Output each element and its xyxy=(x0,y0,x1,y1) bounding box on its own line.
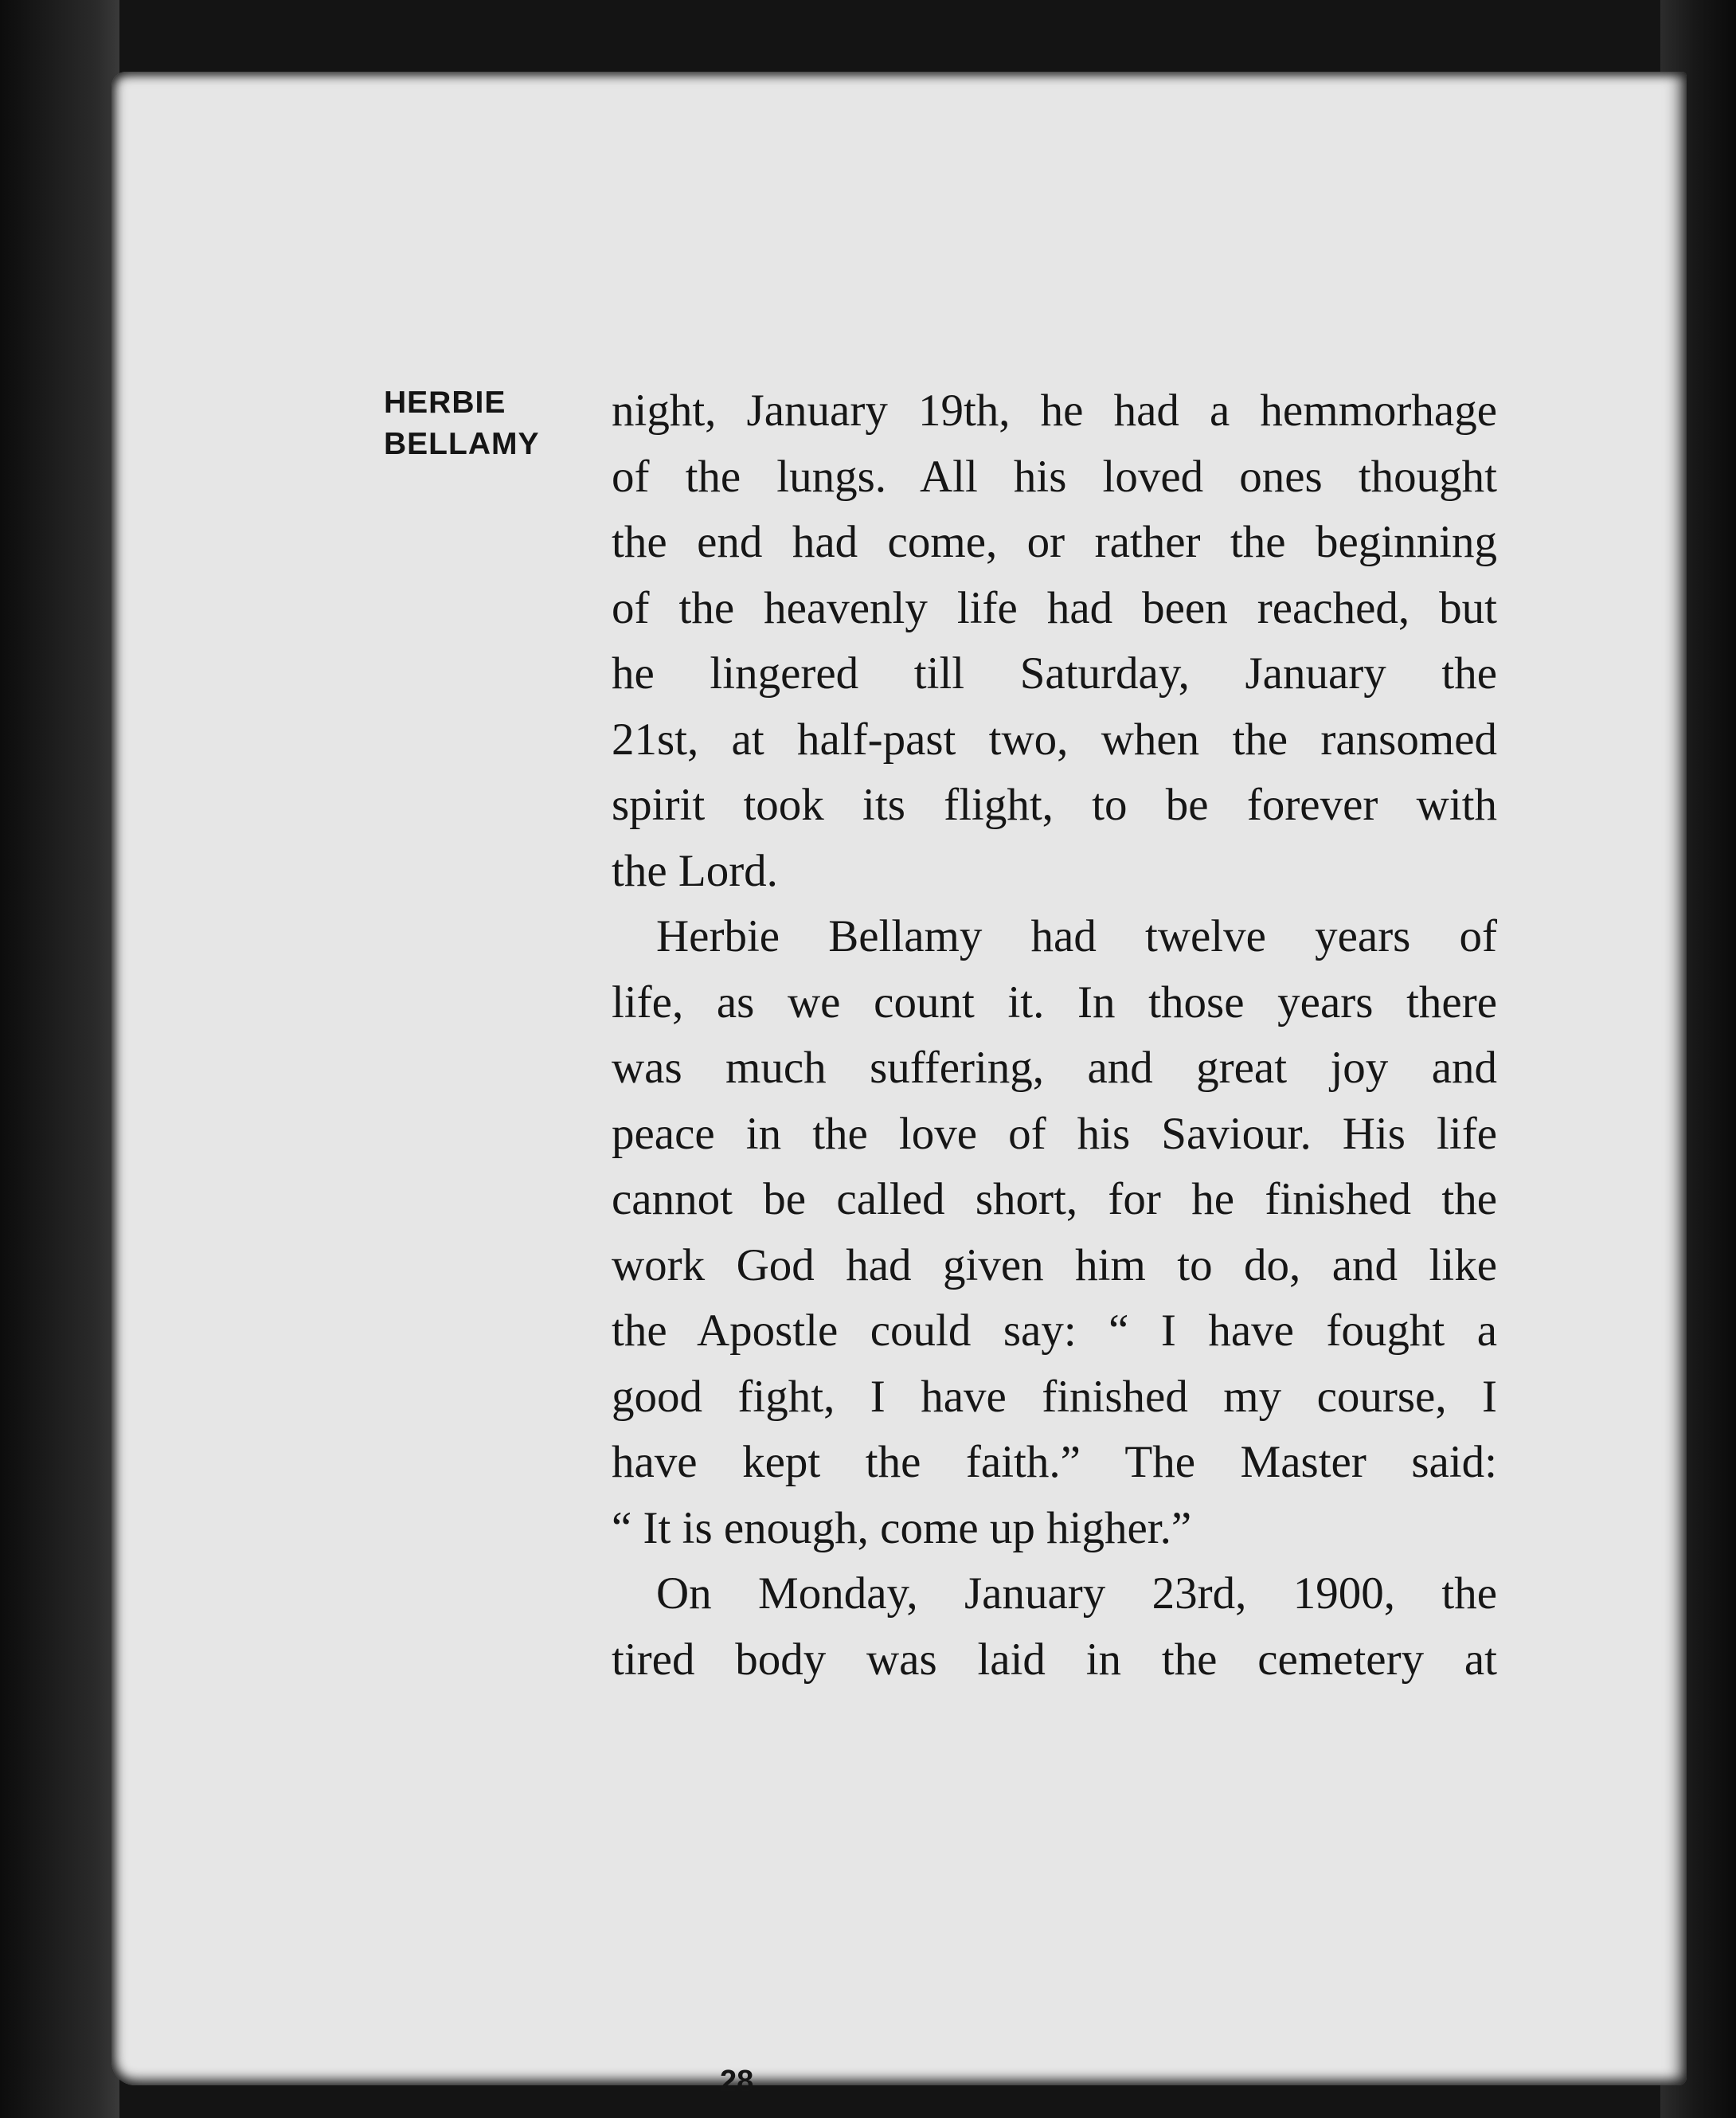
text-line: he lingered till Saturday, January the xyxy=(612,648,1497,699)
text-line: the Apostle could say: “ I have fought a xyxy=(612,1306,1497,1356)
text-line: the end had come, or rather the beginning xyxy=(612,517,1497,567)
text-line: night, January 19th, he had a hemmorhage xyxy=(612,386,1497,436)
text-line: cannot be called short, for he finished the xyxy=(612,1174,1497,1224)
text-line: life, as we count it. In those years there xyxy=(612,977,1497,1028)
margin-heading-line-2: BELLAMY xyxy=(384,427,540,461)
margin-heading-line-1: HERBIE xyxy=(384,386,506,420)
text-line: work God had given him to do, and like xyxy=(612,1239,1497,1290)
body-text xyxy=(612,378,1497,1693)
text-line: of the heavenly life had been reached, but xyxy=(612,582,1497,633)
text-line: On Monday, January 23rd, 1900, the xyxy=(656,1568,1497,1619)
text-line: Herbie Bellamy had twelve years of xyxy=(656,911,1497,961)
text-line: was much suffering, and great joy and xyxy=(612,1043,1497,1093)
text-line: spirit took its flight, to be forever with xyxy=(612,780,1497,830)
text-line: peace in the love of his Saviour. His life xyxy=(612,1108,1497,1159)
text-line: “ It is enough, come up higher.” xyxy=(612,1502,1192,1553)
text-line: the Lord. xyxy=(612,845,778,896)
margin-heading xyxy=(384,382,540,465)
text-line: of the lungs. All his loved ones thought xyxy=(612,451,1497,502)
text-line: good fight, I have finished my course, I xyxy=(612,1371,1497,1422)
page-number: 28 xyxy=(720,2065,754,2098)
text-line: 21st, at half-past two, when the ransomed xyxy=(612,714,1497,765)
scan-left-edge xyxy=(0,0,119,2118)
text-line: tired body was laid in the cemetery at xyxy=(612,1634,1497,1685)
text-line: have kept the faith.” The Master said: xyxy=(612,1437,1497,1487)
